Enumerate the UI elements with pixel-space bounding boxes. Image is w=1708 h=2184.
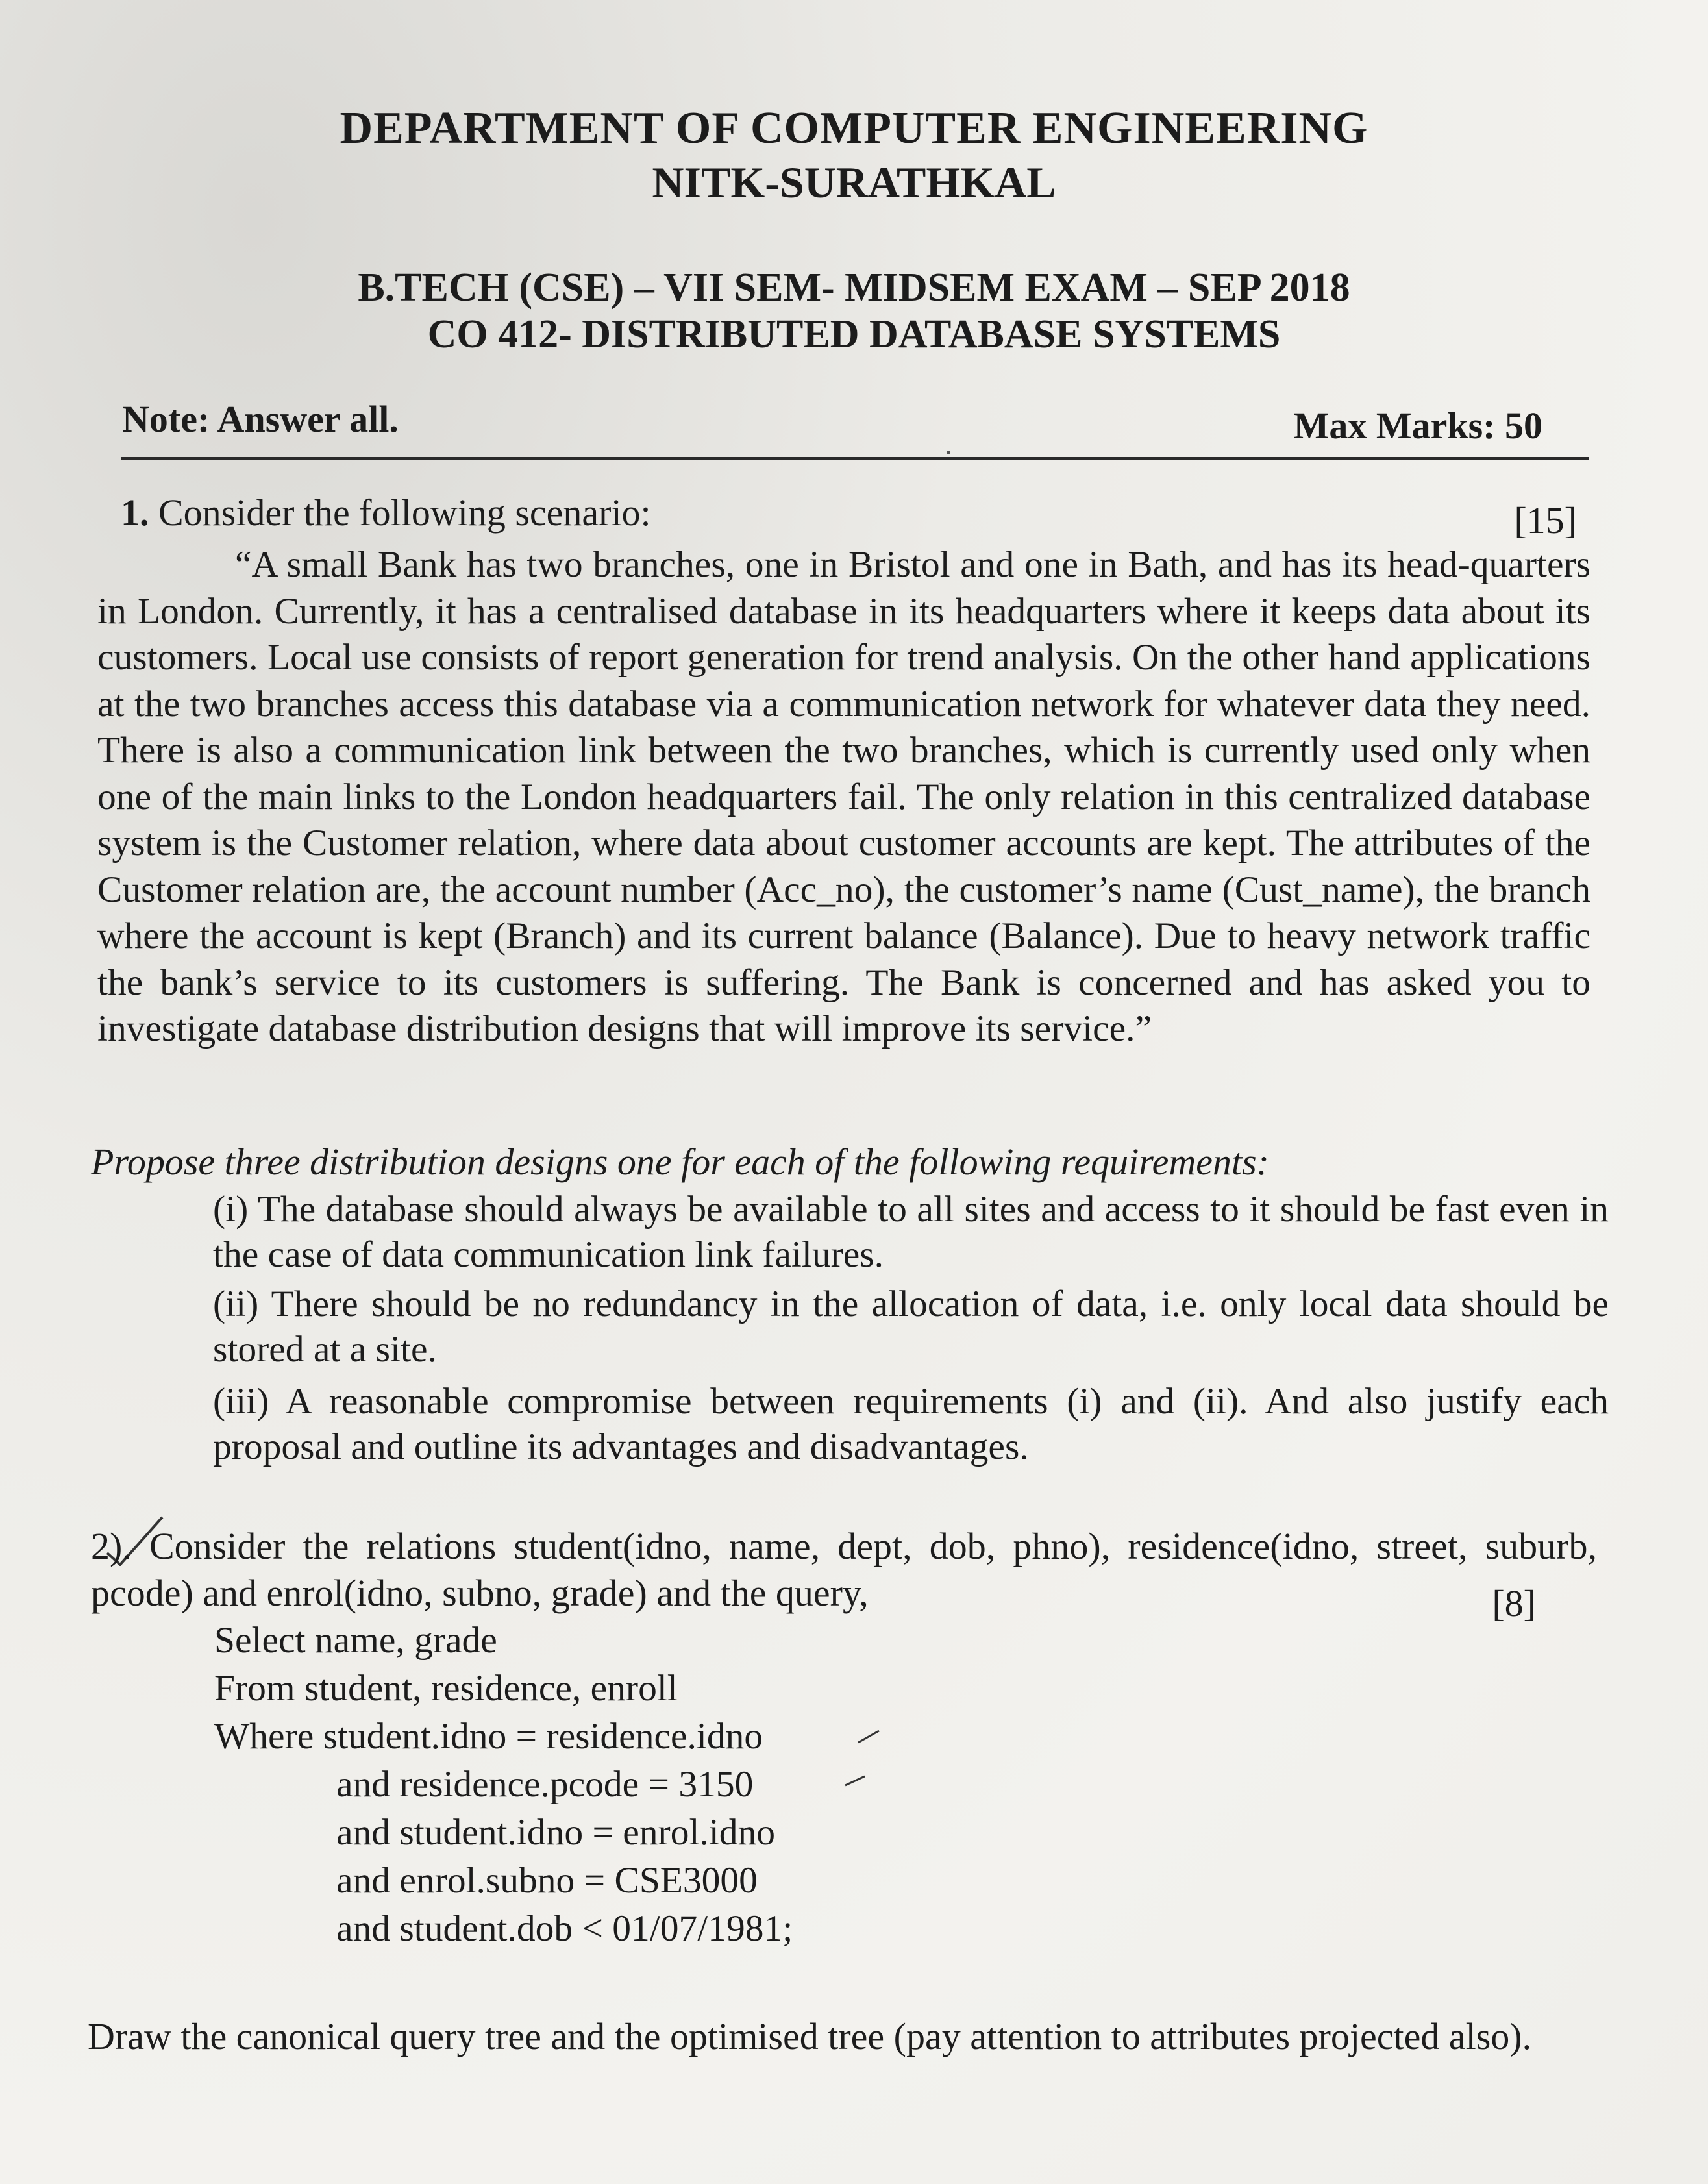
header-divider bbox=[121, 457, 1589, 460]
pen-mark-icon bbox=[856, 1727, 882, 1746]
query-line: and enrol.subno = CSE3000 bbox=[336, 1860, 758, 1901]
q1-scenario: “A small Bank has two branches, one in Bristol and one in Bath, and has its head-quarters in London. Currently, it has a centralised database in its headquarters where it keeps data about its customers. Local use consists of report generation for trend analysis. On the other hand applications at the two branches access this database via a communication network for whatever data they need. There is also a communication link between the two branches, which is currently used only when one of the main links to the London headquarters fail. The only relation in this centralized database system is the Customer relation, where data about customer accounts are kept. The attributes of the Customer relation are, the account number (Acc_no), the customer’s name (Cust_name), the branch where the account is kept (Branch) and its current balance (Balance). Due to heavy network traffic the bank’s service to its customers is suffering. The Bank is concerned and has asked you to investigate database distribution designs that will improve its service.” bbox=[97, 544, 1590, 1049]
q1-intro: Consider the following scenario: bbox=[158, 491, 651, 534]
q2-text bbox=[91, 1523, 1597, 1617]
q1-requirement: (i) The database should always be available to all sites and access to it should be fast even in the case of data communication link failures. bbox=[213, 1189, 1609, 1275]
q1-heading bbox=[121, 491, 651, 534]
q2-marks: [8] bbox=[1492, 1582, 1536, 1624]
q1-requirement: (iii) A reasonable compromise between requirements (i) and (ii). And also justify each proposal and outline its advantages and disadvantages. bbox=[213, 1381, 1609, 1467]
query-line: Where student.idno = residence.idno bbox=[214, 1716, 763, 1757]
q2-body: Consider the relations student(idno, name, dept, dob, phno), residence(idno, street, suburb, pcode) and enrol(idno, subno, grade) and the query, bbox=[91, 1525, 1597, 1614]
q2-instruction: Draw the canonical query tree and the optimised tree (pay attention to attributes projected also). bbox=[88, 2015, 1532, 2057]
query-line: and residence.pcode = 3150 bbox=[336, 1764, 754, 1805]
department-heading: DEPARTMENT OF COMPUTER ENGINEERING bbox=[340, 103, 1368, 153]
pen-mark-icon bbox=[843, 1771, 869, 1791]
institute-heading: NITK-SURATHKAL bbox=[652, 158, 1056, 207]
q1-propose: Propose three distribution designs one for each of the following requirements: bbox=[91, 1141, 1269, 1183]
note-text: Note: Answer all. bbox=[122, 398, 399, 440]
q1-requirement: (ii) There should be no redundancy in the allocation of data, i.e. only local data should be stored at a site. bbox=[213, 1284, 1609, 1370]
max-marks: Max Marks: 50 bbox=[1293, 404, 1542, 447]
q1-marks: [15] bbox=[1514, 499, 1577, 541]
query-line: From student, residence, enroll bbox=[214, 1668, 678, 1709]
query-line: and student.idno = enrol.idno bbox=[336, 1812, 776, 1853]
exam-title: B.TECH (CSE) – VII SEM- MIDSEM EXAM – SEP 2018 bbox=[358, 266, 1350, 310]
course-title: CO 412- DISTRIBUTED DATABASE SYSTEMS bbox=[427, 312, 1281, 356]
query-line: and student.dob < 01/07/1981; bbox=[336, 1908, 793, 1949]
q1-number: 1. bbox=[121, 491, 149, 534]
paper-speck bbox=[947, 451, 950, 454]
q2-number: 2). bbox=[91, 1525, 132, 1567]
query-line: Select name, grade bbox=[214, 1620, 497, 1661]
